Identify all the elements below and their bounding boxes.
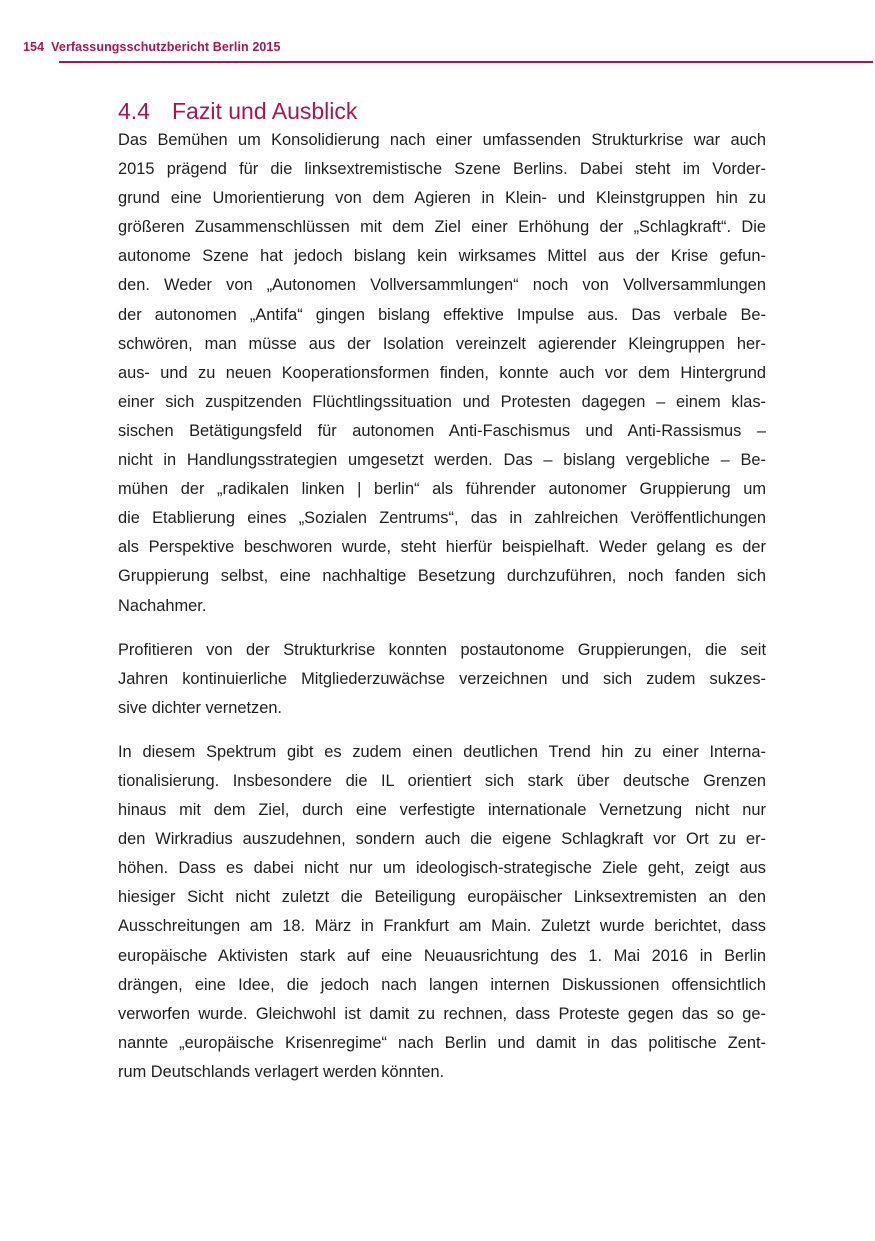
paragraph: [118, 738, 766, 1087]
text-line: schwören, man müsse aus der Isolation vereinzelt agierender Kleingruppen her-: [118, 334, 766, 353]
running-title: Verfassungsschutzbericht Berlin 2015: [51, 40, 281, 54]
text-line: mühen der „radikalen linken | berlin“ als führender autonomer Gruppierung um: [118, 480, 766, 499]
text-line: den. Weder von „Autonomen Vollversammlungen“ noch von Vollversammlungen: [118, 276, 766, 295]
text-line: verworfen wurde. Gleichwohl ist damit zu rechnen, dass Proteste gegen das so ge-: [118, 1004, 766, 1023]
text-line: aus- und zu neuen Kooperationsformen finden, konnte auch vor dem Hintergrund: [118, 363, 766, 382]
text-line: grund eine Umorientierung von dem Agieren in Klein- und Kleinstgruppen hin zu: [118, 189, 766, 208]
section-title: Fazit und Ausblick: [172, 98, 358, 124]
text-line: Jahren kontinuierliche Mitgliederzuwächse verzeichnen und sich zudem sukzes-: [118, 669, 766, 688]
text-line: Gruppierung selbst, eine nachhaltige Besetzung durchzuführen, noch fanden sich: [118, 567, 766, 586]
text-line: als Perspektive beschworen wurde, steht hierfür beispielhaft. Weder gelang es der: [118, 538, 766, 557]
section-heading: [118, 96, 766, 126]
body-text: [118, 126, 766, 1087]
text-line: der autonomen „Antifa“ gingen bislang effektive Impulse aus. Das verbale Be-: [118, 305, 766, 324]
header-rule: [59, 61, 873, 63]
running-header: [23, 40, 281, 54]
text-line: die Etablierung eines „Sozialen Zentrums“, das in zahlreichen Veröffentlichungen: [118, 509, 766, 528]
paragraph: [118, 636, 766, 723]
text-line: autonome Szene hat jedoch bislang kein wirksames Mittel aus der Krise gefun-: [118, 247, 766, 266]
text-line: Das Bemühen um Konsolidierung nach einer umfassenden Strukturkrise war auch: [118, 131, 766, 149]
text-line: Profitieren von der Strukturkrise konnten postautonome Gruppierungen, die seit: [118, 640, 766, 659]
text-line: sischen Betätigungsfeld für autonomen Anti-Faschismus und Anti-Rassismus –: [118, 421, 766, 440]
text-line: nannte „europäische Krisenregime“ nach Berlin und damit in das politische Zent-: [118, 1033, 766, 1052]
main-content: [118, 96, 766, 1087]
page-number: 154: [23, 40, 45, 54]
text-line: nicht in Handlungsstrategien umgesetzt werden. Das – bislang vergebliche – Be-: [118, 451, 766, 470]
text-line: sive dichter vernetzen.: [118, 698, 282, 717]
paragraph: [118, 126, 766, 621]
text-line: größeren Zusammenschlüssen mit dem Ziel einer Erhöhung der „Schlagkraft“. Die: [118, 218, 766, 237]
text-line: 2015 prägend für die linksextremistische Szene Berlins. Dabei steht im Vorder-: [118, 160, 766, 179]
text-line: drängen, eine Idee, die jedoch nach langen internen Diskussionen offensichtlich: [118, 975, 766, 994]
text-line: hiesiger Sicht nicht zuletzt die Beteiligung europäischer Linksextremisten an den: [118, 888, 766, 907]
text-line: höhen. Dass es dabei nicht nur um ideologisch-strategische Ziele geht, zeigt aus: [118, 859, 766, 878]
text-line: tionalisierung. Insbesondere die IL orientiert sich stark über deutsche Grenzen: [118, 771, 766, 790]
text-line: den Wirkradius auszudehnen, sondern auch die eigene Schlagkraft vor Ort zu er-: [118, 830, 766, 849]
text-line: rum Deutschlands verlagert werden könnten.: [118, 1062, 445, 1081]
text-line: Ausschreitungen am 18. März in Frankfurt am Main. Zuletzt wurde berichtet, dass: [118, 917, 766, 936]
text-line: Nachahmer.: [118, 596, 207, 615]
text-line: europäische Aktivisten stark auf eine Neuausrichtung des 1. Mai 2016 in Berlin: [118, 946, 766, 965]
text-line: einer sich zuspitzenden Flüchtlingssituation und Protesten dagegen – einem klas-: [118, 392, 766, 411]
text-line: hinaus mit dem Ziel, durch eine verfestigte internationale Vernetzung nicht nur: [118, 801, 766, 820]
section-number: 4.4: [118, 98, 150, 124]
text-line: In diesem Spektrum gibt es zudem einen deutlichen Trend hin zu einer Interna-: [118, 742, 766, 761]
